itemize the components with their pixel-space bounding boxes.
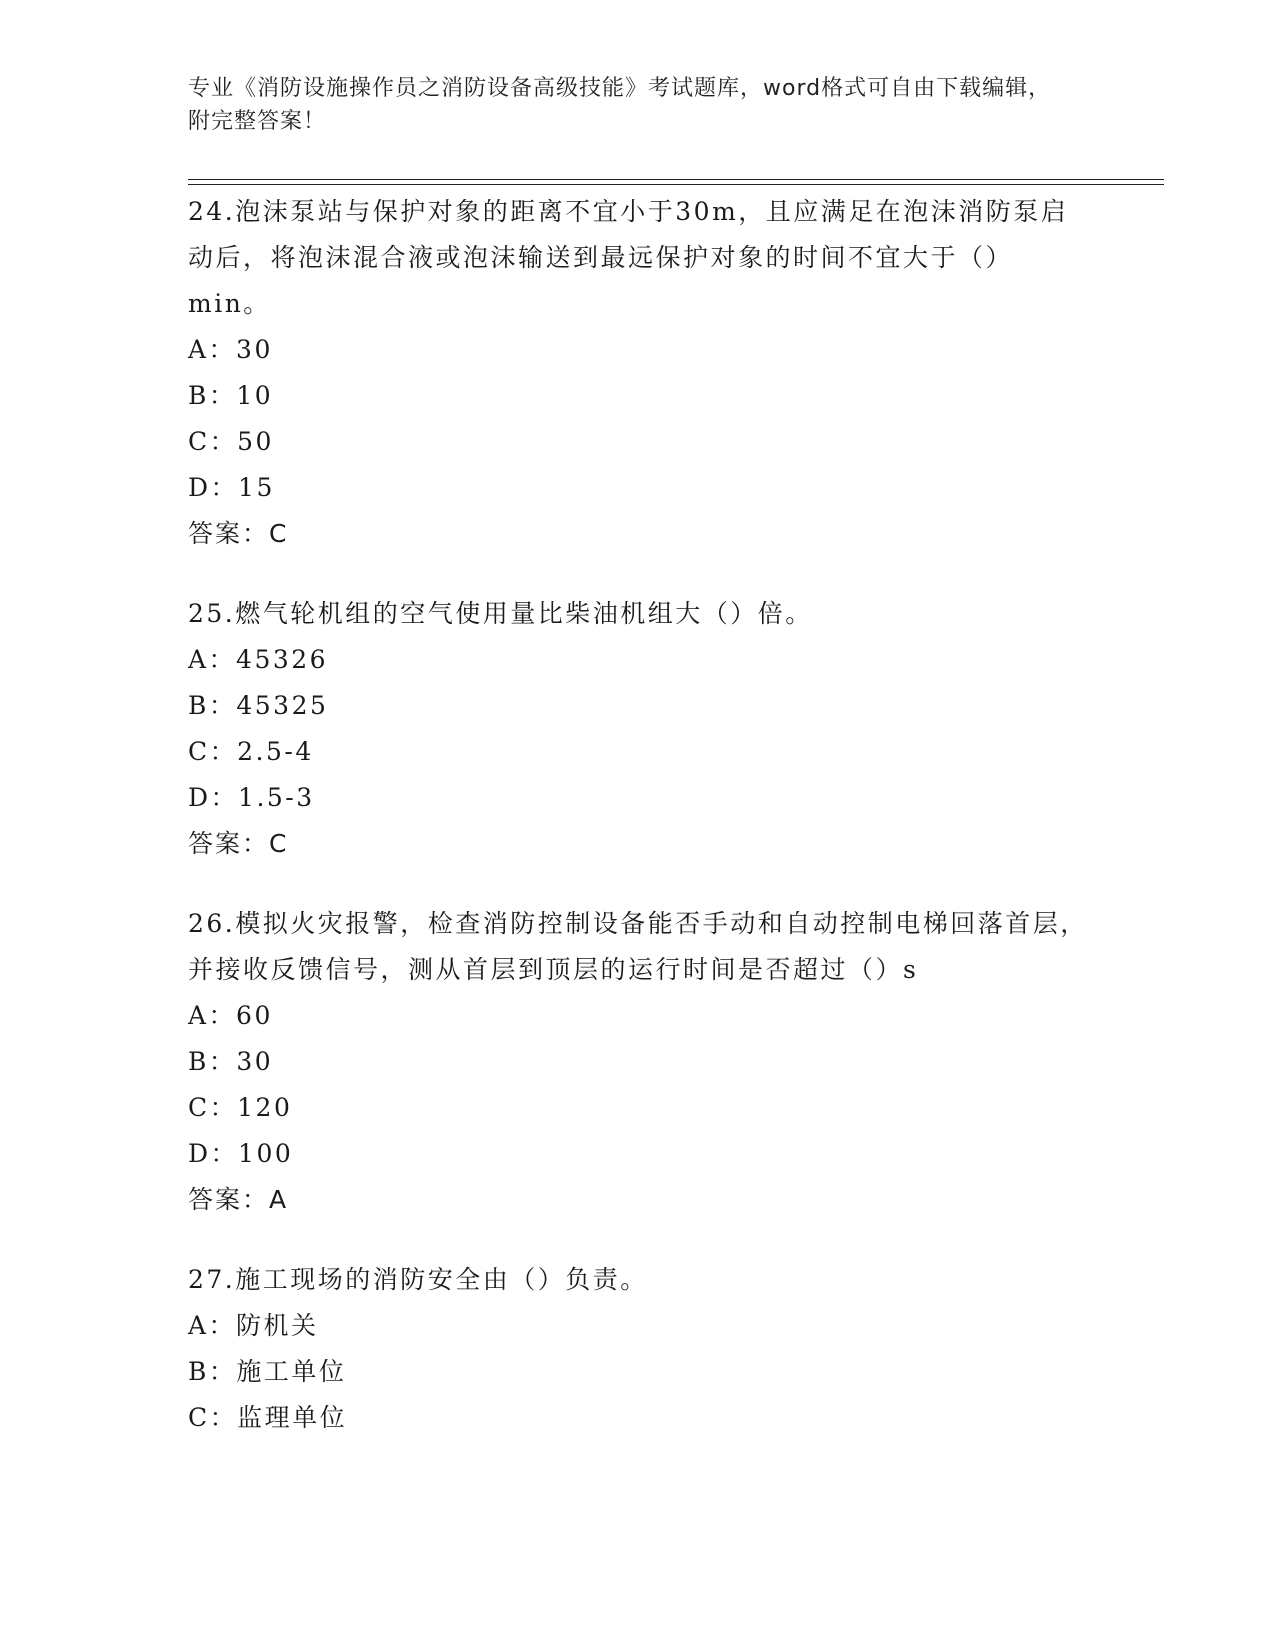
answer: 答案：A	[188, 1185, 289, 1214]
option-c: C：120	[188, 1093, 293, 1122]
option-c: C：监理单位	[188, 1403, 348, 1432]
question-text: 24.泡沫泵站与保护对象的距离不宜小于30m，且应满足在泡沫消防泵启动后，将泡沫混合液或泡沫输送到最远保护对象的时间不宜大于（）min。	[188, 197, 1069, 318]
question-27	[188, 1257, 1088, 1441]
option-c: C：2.5-4	[188, 737, 314, 766]
option-a: A：30	[188, 335, 273, 364]
question-text: 26.模拟火灾报警，检查消防控制设备能否手动和自动控制电梯回落首层，并接收反馈信号，测从首层到顶层的运行时间是否超过（）s	[188, 909, 1088, 984]
option-c: C：50	[188, 427, 274, 456]
question-26	[188, 901, 1088, 1223]
question-24	[188, 189, 1088, 557]
header-divider-bottom	[188, 184, 1164, 185]
option-b: B：施工单位	[188, 1357, 347, 1386]
question-25	[188, 591, 1088, 867]
option-b: B：10	[188, 381, 274, 410]
option-a: A：防机关	[188, 1311, 319, 1340]
option-d: D：1.5-3	[188, 783, 315, 812]
question-text: 27.施工现场的消防安全由（）负责。	[188, 1265, 648, 1294]
answer: 答案：C	[188, 519, 289, 548]
option-b: B：45325	[188, 691, 329, 720]
answer: 答案：C	[188, 829, 289, 858]
option-d: D：100	[188, 1139, 294, 1168]
option-a: A：45326	[188, 645, 329, 674]
header-divider-top	[188, 179, 1164, 180]
option-a: A：60	[188, 1001, 273, 1030]
option-b: B：30	[188, 1047, 274, 1076]
question-list	[188, 189, 1088, 1475]
document-header: 专业《消防设施操作员之消防设备高级技能》考试题库，word格式可自由下载编辑，附完整答案！	[188, 76, 1052, 134]
option-d: D：15	[188, 473, 275, 502]
question-text: 25.燃气轮机组的空气使用量比柴油机组大（）倍。	[188, 599, 813, 628]
